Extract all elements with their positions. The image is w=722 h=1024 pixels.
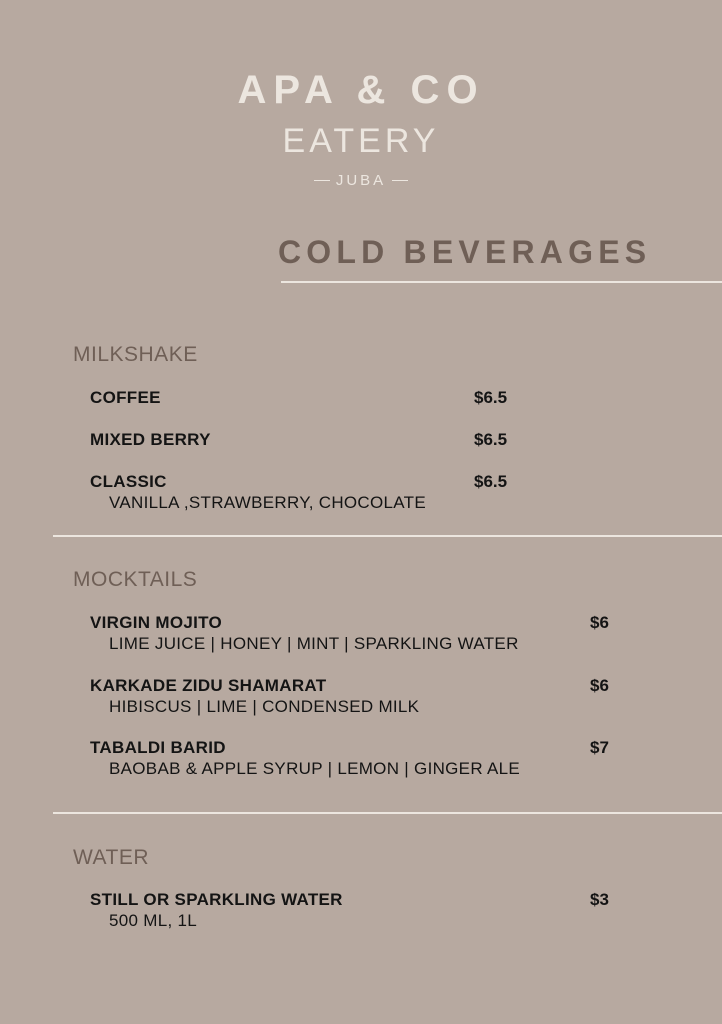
- item-name: KARKADE ZIDU SHAMARAT: [90, 676, 327, 695]
- item-name: MIXED BERRY: [90, 430, 211, 449]
- item-description: BAOBAB & APPLE SYRUP | LEMON | GINGER ALE: [109, 759, 521, 778]
- item-name: CLASSIC: [90, 472, 167, 491]
- item-name: COFFEE: [90, 388, 161, 407]
- menu-item-karkade-zidu-shamarat: [90, 676, 630, 718]
- section-title-mocktails: MOCKTAILS: [73, 568, 198, 591]
- brand-name: APA & CO: [237, 68, 485, 112]
- item-description: 500 ML, 1L: [109, 911, 198, 930]
- item-price: $3: [590, 890, 609, 909]
- brand-city: JUBA: [335, 172, 387, 189]
- city-dash-left: [314, 180, 330, 181]
- item-price: $6: [590, 613, 609, 632]
- menu-item-classic: [90, 472, 630, 514]
- item-name: TABALDI BARID: [90, 738, 226, 757]
- section-divider: [53, 535, 722, 537]
- item-description: HIBISCUS | LIME | CONDENSED MILK: [109, 697, 420, 716]
- city-dash-right: [392, 180, 408, 181]
- item-description: VANILLA ,STRAWBERRY, CHOCOLATE: [109, 493, 426, 512]
- item-price: $6: [590, 676, 609, 695]
- title-divider: [281, 281, 722, 283]
- menu-item-mixed-berry: [90, 430, 630, 450]
- item-price: $6.5: [474, 430, 508, 449]
- item-price: $7: [590, 738, 609, 757]
- menu-item-tabaldi-barid: [90, 738, 630, 780]
- page-title: COLD BEVERAGES: [278, 234, 652, 270]
- item-description: LIME JUICE | HONEY | MINT | SPARKLING WATER: [109, 634, 519, 653]
- menu-item-water: [90, 890, 630, 932]
- section-title-water: WATER: [73, 846, 149, 869]
- item-price: $6.5: [474, 388, 508, 407]
- menu-item-virgin-mojito: [90, 613, 630, 655]
- brand-city-line: [0, 172, 722, 189]
- menu-item-coffee: [90, 388, 630, 408]
- section-divider: [53, 812, 722, 814]
- brand-subtitle: EATERY: [282, 122, 440, 160]
- item-price: $6.5: [474, 472, 508, 491]
- section-title-milkshake: MILKSHAKE: [73, 343, 198, 366]
- item-name: STILL OR SPARKLING WATER: [90, 890, 343, 909]
- item-name: VIRGIN MOJITO: [90, 613, 223, 632]
